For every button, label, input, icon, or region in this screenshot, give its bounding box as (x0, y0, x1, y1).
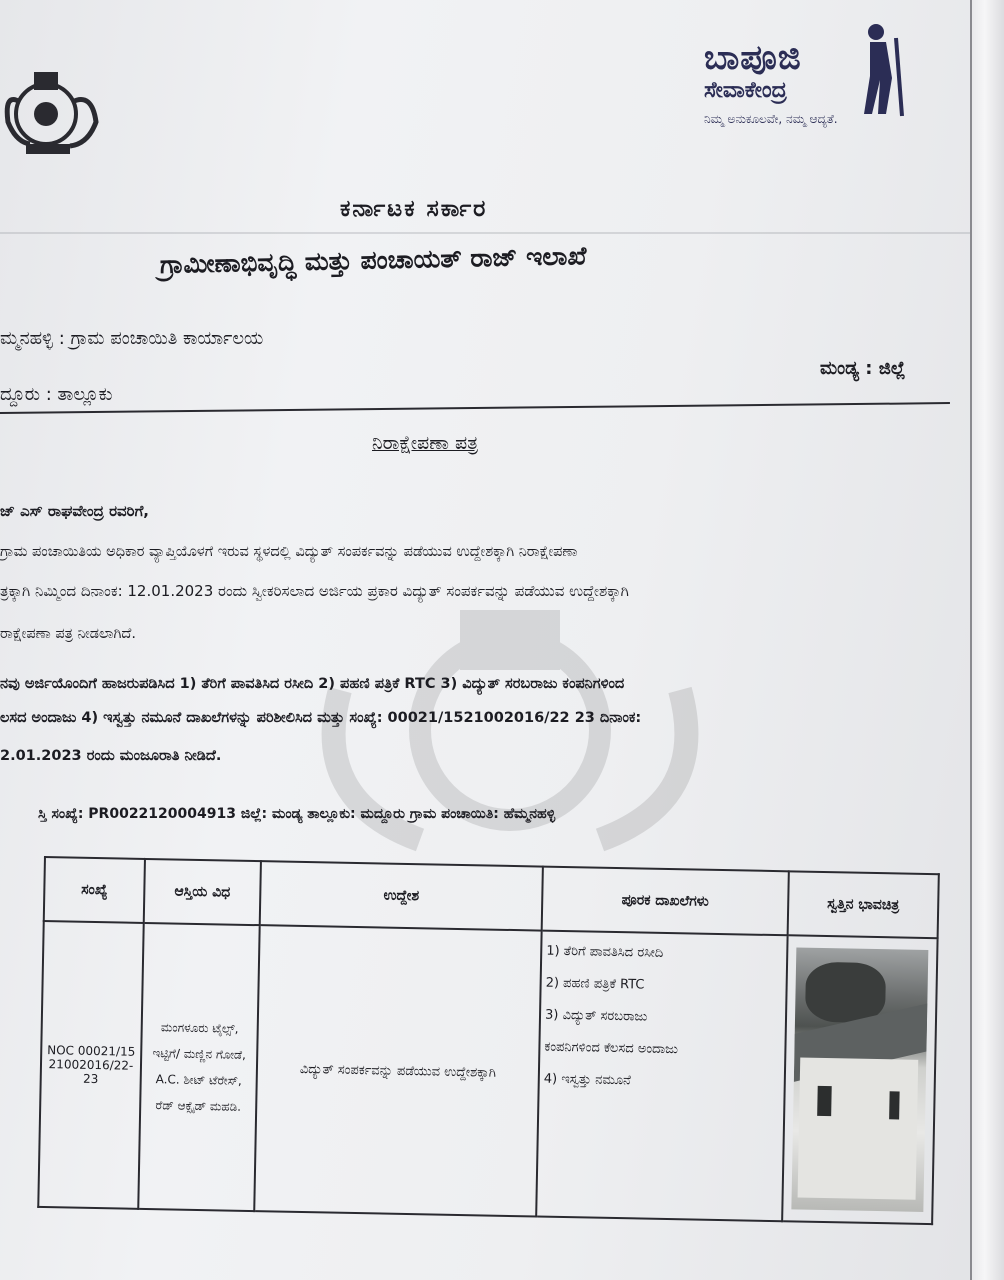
paragraph-line: ನವು ಅರ್ಜಿಯೊಂದಿಗೆ ಹಾಜರುಪಡಿಸಿದ 1) ತೆರಿಗೆ ಪಾವತಿಸಿದ ರಸೀದಿ 2) ಪಹಣಿ ಪತ್ರಿಕೆ RTC 3) ವಿದ್ಯುತ್ ಸರಬರಾಜು ಕಂಪನಿಗಳಿಂದ (0, 676, 625, 692)
column-header: ಸ್ವತ್ತಿನ ಭಾವಚಿತ್ರ (788, 871, 939, 938)
logo-subtitle: ಸೇವಾಕೇಂದ್ರ (704, 78, 787, 103)
paragraph-line: ತ್ರಕ್ಕಾಗಿ ನಿಮ್ಮಿಂದ ದಿನಾಂಕ: 12.01.2023 ರಂದು ಸ್ವೀಕರಿಸಲಾದ ಅರ್ಜಿಯ ಪ್ರಕಾರ ವಿದ್ಯುತ್ ಸಂಪರ್ಕವನ್ನು ಪಡೆಯುವ ಉದ್ದೇಶಕ್ಕಾಗಿ (0, 582, 629, 600)
property-type-cell: ಮಂಗಳೂರು ಟೈಲ್ಸ್, ಇಟ್ಟಿಗೆ/ ಮಣ್ಣಿನ ಗೋಡೆ, A.C. ಶೀಟ್ ಟೆರೇಸ್, ರೆಡ್ ಆಕ್ಸೈಡ್ ಮಹಡಿ. (138, 923, 259, 1211)
property-id-line: ಸ್ತಿ ಸಂಖ್ಯೆ: PR0022120004913 ಜಿಲ್ಲೆ: ಮಂಡ್ಯ ತಾಲ್ಲೂಕು: ಮದ್ದೂರು ಗ್ರಾಮ ಪಂಚಾಯಿತಿ: ಹೆಮ್ಮನಹಳ್ಳಿ (38, 806, 556, 822)
taluk-name: ದ್ದೂರು : ತಾಲ್ಲೂಕು (0, 384, 113, 405)
gandhi-figure-icon (846, 18, 916, 118)
document-item: 2) ಪಹಣಿ ಪತ್ರಿಕೆ RTC (545, 975, 645, 993)
government-title: ಕರ್ನಾಟಕ ಸರ್ಕಾರ (340, 196, 488, 222)
property-photo (791, 947, 928, 1211)
documents-cell (536, 931, 787, 1222)
column-header: ಪೂರಕ ದಾಖಲೆಗಳು (542, 867, 789, 936)
column-header: ಉದ್ದೇಶ (260, 861, 543, 930)
column-header: ಆಸ್ತಿಯ ವಿಧ (144, 859, 261, 925)
noc-number-cell: NOC 00021/1521002016/22-23 (38, 921, 143, 1209)
department-title: ಗ್ರಾಮೀಣಾಭಿವೃದ್ಧಿ ಮತ್ತು ಪಂಚಾಯತ್ ರಾಜ್ ಇಲಾಖೆ (159, 241, 587, 279)
addressee: ಜ್ ಎಸ್ ರಾಘವೇಂದ್ರ ರವರಿಗೆ, (0, 502, 150, 520)
office-name: ಮ್ಮನಹಳ್ಳಿ : ಗ್ರಾಮ ಪಂಚಾಯಿತಿ ಕಾರ್ಯಾಲಯ (0, 328, 264, 349)
photo-cell (782, 935, 937, 1224)
column-header: ಸಂಖ್ಯೆ (44, 857, 145, 923)
paper-fold (0, 232, 1004, 234)
logo-title: ಬಾಪೂಜಿ (704, 38, 802, 78)
document-item: 3) ವಿದ್ಯುತ್ ಸರಬರಾಜು (544, 1007, 648, 1025)
letter-subject: ನಿರಾಕ್ಷೇಪಣಾ ಪತ್ರ (372, 432, 479, 454)
page-edge (970, 0, 1004, 1280)
document-item: ಕಂಪನಿಗಳಿಂದ ಕೆಲಸದ ಅಂದಾಜು (544, 1039, 679, 1058)
document-item: 1) ತೆರಿಗೆ ಪಾವತಿಸಿದ ರಸೀದಿ (546, 943, 664, 961)
paragraph-line: 2.01.2023 ರಂದು ಮಂಜೂರಾತಿ ನೀಡಿದೆ. (0, 748, 222, 764)
logo-tagline: ನಿಮ್ಮ ಅನುಕೂಲವೇ, ನಮ್ಮ ಆದ್ಯತೆ. (704, 112, 838, 126)
district-name: ಮಂಡ್ಯ : ಜಿಲ್ಲೆ (820, 358, 906, 379)
property-table (37, 856, 938, 1225)
purpose-cell: ವಿದ್ಯುತ್ ಸಂಪರ್ಕವನ್ನು ಪಡೆಯುವ ಉದ್ದೇಶಕ್ಕಾಗಿ (254, 925, 541, 1216)
table-row (38, 921, 937, 1224)
document-item: 4) ಇಸ್ವತ್ತು ನಮೂನೆ (543, 1071, 631, 1089)
paragraph-line: ಗ್ರಾಮ ಪಂಚಾಯಿತಿಯ ಅಧಿಕಾರ ವ್ಯಾಪ್ತಿಯೊಳಗೆ ಇರುವ ಸ್ಥಳದಲ್ಲಿ ವಿದ್ಯುತ್ ಸಂಪರ್ಕವನ್ನು ಪಡೆಯುವ ಉದ್ದೇಶಕ್ಕಾಗಿ ನಿರಾಕ್ಷೇಪಣಾ (0, 544, 578, 560)
paragraph-line: ರಾಕ್ಷೇಪಣಾ ಪತ್ರ ನೀಡಲಾಗಿದೆ. (0, 626, 136, 642)
paragraph-line: ಲಸದ ಅಂದಾಜು 4) ಇಸ್ವತ್ತು ನಮೂನೆ ದಾಖಲೆಗಳನ್ನು ಪರಿಶೀಲಿಸಿದ ಮತ್ತು ಸಂಖ್ಯೆ: 00021/1521002016/22 23 ದಿನಾಂಕ: (0, 710, 642, 726)
state-emblem-icon (0, 62, 108, 166)
